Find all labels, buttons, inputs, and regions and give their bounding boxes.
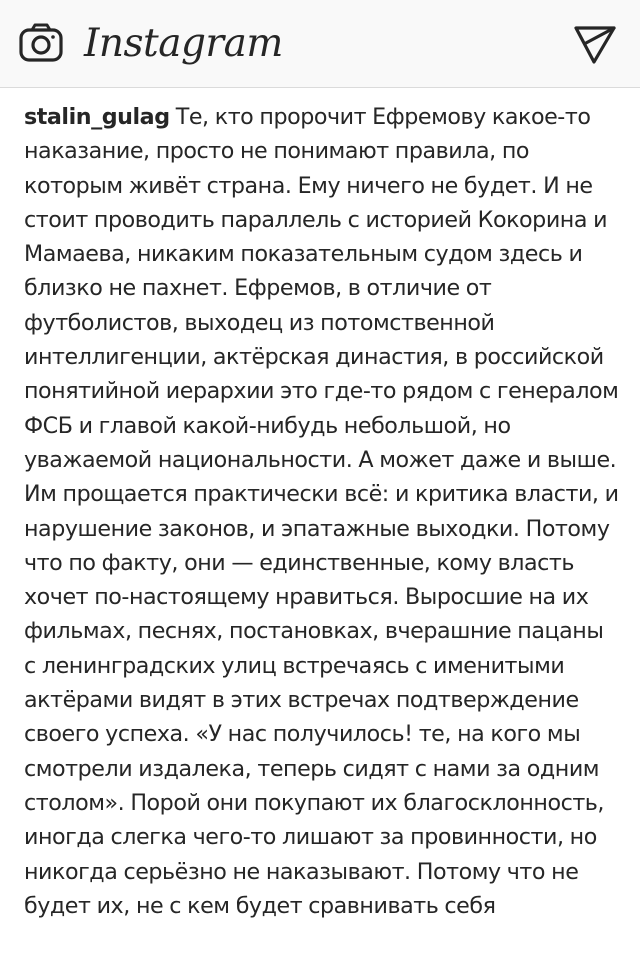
camera-icon[interactable]	[18, 22, 64, 68]
top-bar	[0, 0, 640, 88]
post-author-username[interactable]: stalin_gulag	[24, 104, 170, 130]
instagram-logo: Instagram	[84, 21, 283, 66]
paper-plane-icon[interactable]	[570, 20, 618, 68]
post-caption	[24, 100, 620, 923]
caption-text: Те, кто пророчит Ефремову какое-то наказание, просто не понимают правила, по которым живёт страна. Ему ничего не будет. И не стоит проводить параллель с историей Кокорина и Мамаева, никаким показательным судом здесь и близко не пахнет. Ефремов, в отличие от футболистов, выходец из потомственной интеллигенции, актёрская династия, в российской понятийной иерархии это где-то рядом с генералом ФСБ и главой какой-нибудь небольшой, но уважаемой национальности. А может даже и выше. Им прощается практически всё: и критика власти, и нарушение законов, и эпатажные выходки. Потому что по факту, они — единственные, кому власть хочет по-настоящему нравиться. Выросшие на их фильмах, песнях, постановках, вчерашние пацаны с ленинградских улиц встречаясь с именитыми актёрами видят в этих встречах подтверждение своего успеха. «У нас получилось! те, на кого мы смотрели издалека, теперь сидят с нами за одним столом». Порой они покупают их благосклонность, иногда слегка чего-то лишают за провинности, но никогда серьёзно не наказывают. Потому что не будет их, не с кем будет сравнивать себя	[24, 104, 619, 919]
